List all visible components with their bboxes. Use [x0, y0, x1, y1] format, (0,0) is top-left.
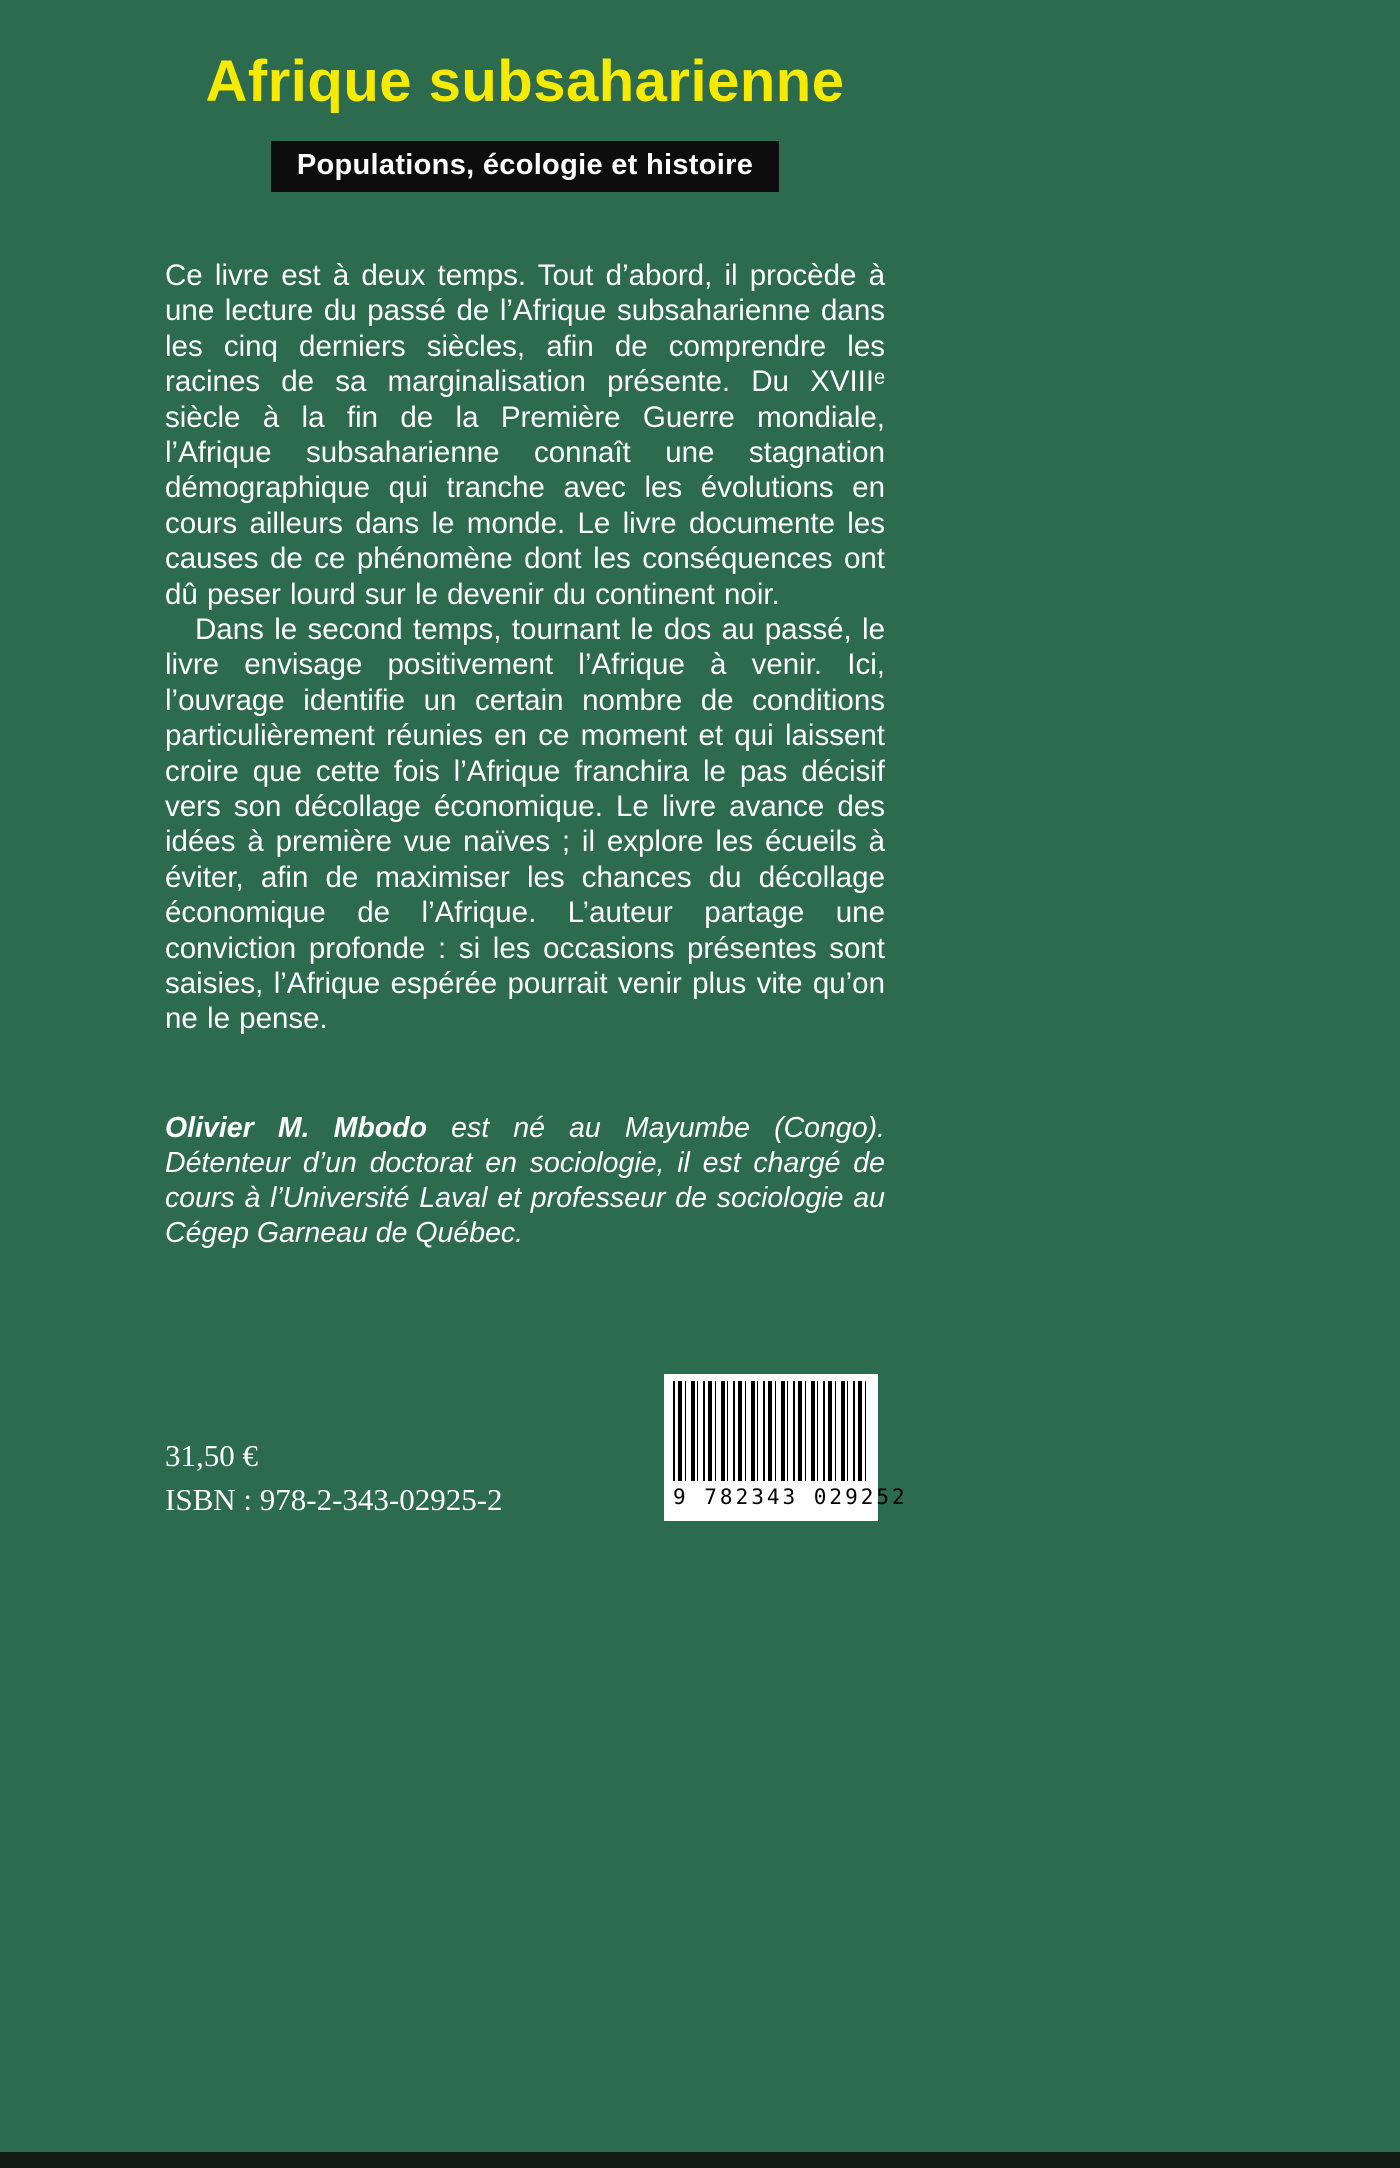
author-bio-text: est né au Mayumbe (Congo). Détenteur d’un doctorat en sociologie, il est chargé de cours à l’Université Laval et professeur de sociologie au Cégep Garneau de Québec.	[165, 1111, 885, 1249]
subtitle-text: Populations, écologie et histoire	[296, 148, 754, 181]
subtitle-banner	[271, 141, 779, 192]
barcode-number: 9 782343 029252	[673, 1485, 908, 1509]
isbn-label: ISBN : 978-2-343-02925-2	[165, 1482, 503, 1517]
paragraph-one: Ce livre est à deux temps. Tout d’abord, il procède à une lecture du passé de l’Afrique subsaharienne dans les cinq derniers siècles, afin de comprendre les racines de sa marginalisation présente. Du XVIIIᵉ siècle à la fin de la Première Guerre mondiale, l’Afrique subsaharienne connaît une stagnation démographique qui tranche avec les évolutions en cours ailleurs dans le monde. Le livre documente les causes de ce phénomène dont les conséquences ont dû peser lourd sur le devenir du continent noir.	[165, 258, 885, 611]
barcode-bars	[673, 1381, 869, 1481]
author-name: Olivier M. Mbodo	[165, 1111, 427, 1144]
bottom-edge-band	[0, 2152, 1400, 2168]
book-title: Afrique subsaharienne	[205, 49, 845, 114]
content-column	[165, 0, 885, 1251]
paragraph-two: Dans le second temps, tournant le dos au passé, le livre envisage positivement l’Afrique à venir. Ici, l’ouvrage identifie un certain nombre de conditions particulièrement réunies en ce moment et qui laissent croire que cette fois l’Afrique franchira le pas décisif vers son décollage économique. Le livre avance des idées à première vue naïves ; il explore les écueils à éviter, afin de maximiser les chances du décollage économique de l’Afrique. L’auteur partage une conviction profonde : si les occasions présentes sont saisies, l’Afrique espérée pourrait venir plus vite qu’on ne le pense.	[165, 612, 885, 1036]
price-label: 31,50 €	[165, 1438, 258, 1473]
author-bio	[165, 1111, 885, 1251]
barcode	[664, 1374, 908, 1521]
back-cover-text	[165, 258, 885, 1037]
